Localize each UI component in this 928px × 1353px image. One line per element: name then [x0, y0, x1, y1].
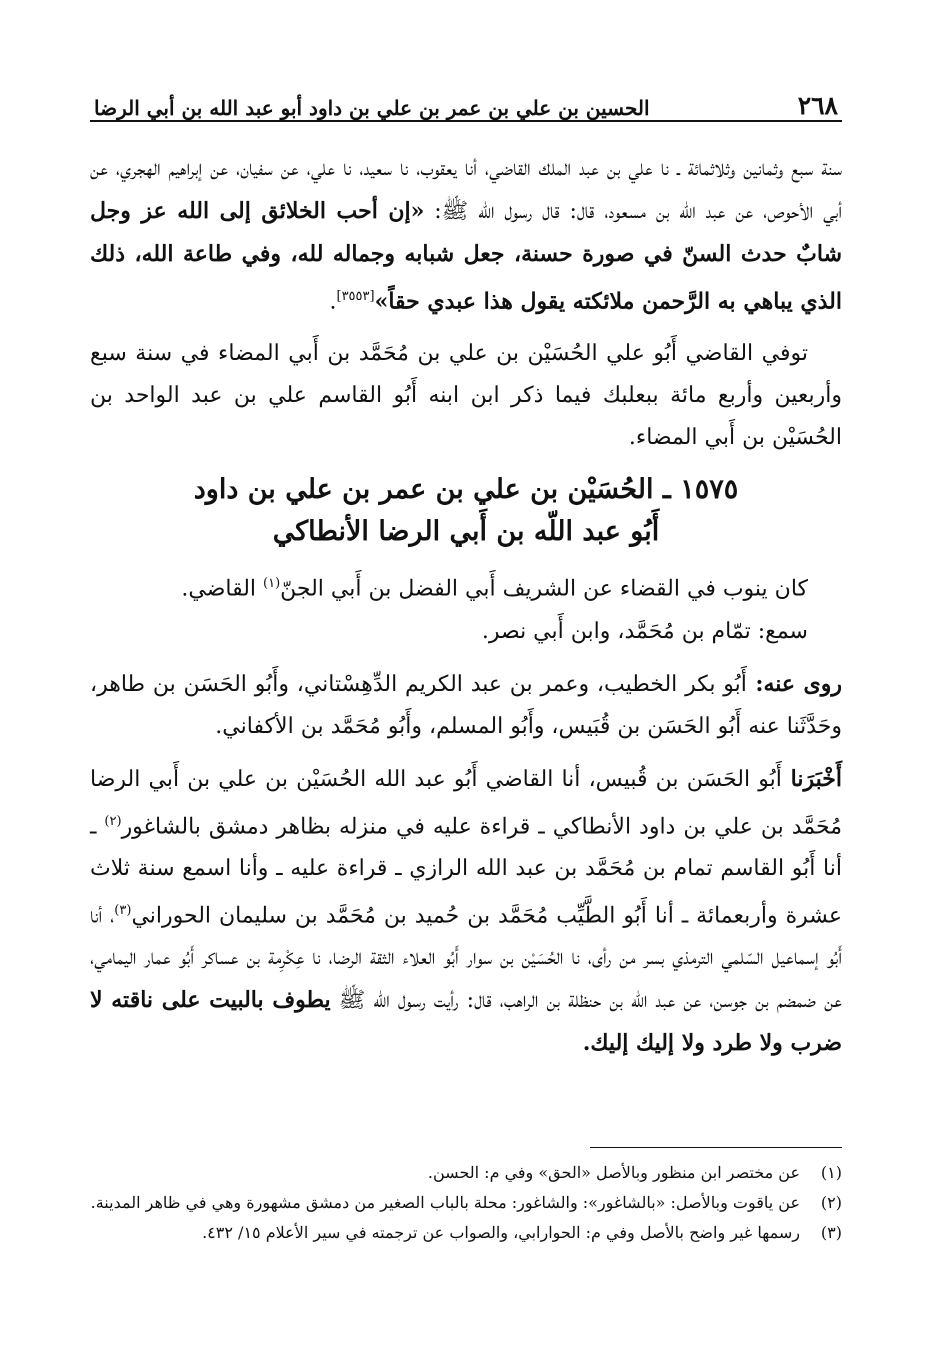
page-number: ٢٦٨ — [797, 91, 838, 120]
entry-line-teachers: سمع: تمّام بن مُحَمَّد، وابن أَبي نصر. — [481, 618, 808, 644]
office-text: كان ينوب في القضاء عن الشريف أَبي الفضل بن أَبي الجنّ — [280, 576, 808, 602]
main-text — [90, 148, 842, 1075]
paragraph-end: . — [329, 289, 337, 315]
isnad-part-2: ـ أنا أَبُو القاسم تمام بن مُحَمَّد بن عبد الله الرازي ـ قراءة عليه ـ وأنا اسمع سنة ثلاث عشرة وأربعمائة ـ أنا أَبُو الطَّيِّب مُحَمَّد بن حُميد بن مُحَمَّد بن سليمان الحوراني — [90, 813, 843, 929]
isnad-part-1: أَبُو الحَسَن بن قُبيس، أنا القاضي أَبُو عبد الله الحُسَيْن بن علي بن أَبي الرضا مُحَمَّد بن علي بن داود الأنطاكي ـ قراءة عليه في منزله بظاهر دمشق بالشاغور — [90, 766, 842, 839]
footnote-2 — [90, 1190, 842, 1216]
entry-heading-line-1: ١٥٧٥ ـ الحُسَيْن بن علي بن عمر بن علي بن داود — [193, 474, 739, 506]
footnote-ref-3: (٣) — [114, 902, 132, 918]
footnote-ref-1: (١) — [263, 576, 281, 592]
hadith-end-text: يطوف بالبيت على ناقته لا ضرب ولا طرد ولا إليك إليك. — [90, 987, 842, 1057]
isnad-text: سنة سبع وثمانين وثلاثمائة ـ نا علي بن عبد الملك القاضي، أنا يعقوب، نا سعيد، نا علي، عن سفيان، عن إبراهيم الهجري، عن أبي الأحوص، عن عبد الله بن مسعود، قال: قال رسول الله ﷺ: — [90, 156, 843, 224]
office-text-end: القاضي. — [181, 576, 264, 602]
isnad-part-3: ، أنا أَبُو إسماعيل السّلمي الترمذي بسر من رأى، نا الحُسَيْن بن سوار أَبُو العلاء الثقة الرضا، نا عِكْرِمة بن عساكر أَبُو عمار اليمامي، عن ضمضم بن جوسن، عن عبد الله بن حنظلة بن الراهب، قال: رأيت رسول الله ﷺ — [90, 903, 843, 1014]
page-header — [90, 86, 842, 122]
paragraph-hadith — [90, 148, 842, 323]
entry-line-office — [90, 563, 842, 610]
footnote-divider — [590, 1147, 842, 1148]
footnotes — [90, 1160, 842, 1250]
hadith-reference-number: [٣٥٥٣] — [336, 289, 375, 304]
footnote-number: (٣) — [820, 1223, 842, 1242]
narrators-label: روى عنه: — [746, 670, 842, 697]
entry-heading-line-2: أَبُو عبد اللّه بن أَبي الرضا الأنطاكي — [272, 516, 660, 548]
footnote-number: (٢) — [820, 1193, 842, 1212]
hadith-text: «إن أحب الخلائق إلى الله عز وجل شابٌ حدث السنّ في صورة حسنة، جعل شبابه وجماله لله، وفي طاعة الله، ذلك الذي يباهي به الرَّحمن ملائكته يقول هذا عبدي حقاً» — [90, 198, 842, 315]
paragraph-death-note: توفي القاضي أَبُو علي الحُسَيْن بن علي بن مُحَمَّد بن أَبي المضاء في سنة سبع وأربعين وأربع مائة ببعلبك فيما ذكر ابن ابنه أَبُو القاسم علي بن عبد الواحد بن الحُسَيْن بن أَبي المضاء. — [90, 341, 842, 451]
entry-narrators — [90, 663, 842, 748]
footnote-text: عن مختصر ابن منظور وبالأصل «الحق» وفي م: الحسن. — [427, 1163, 800, 1182]
running-title: الحسين بن علي بن عمر بن علي بن داود أبو عبد الله بن أبي الرضا — [94, 96, 650, 120]
footnote-3 — [90, 1220, 842, 1246]
footnote-text: رسمها غير واضح بالأصل وفي م: الحوارابي، والصواب عن ترجمته في سير الأعلام ١٥/ ٤٣٢. — [202, 1223, 800, 1242]
footnote-text: عن ياقوت وبالأصل: «بالشاغور»: والشاغور: محلة بالباب الصغير من دمشق مشهورة وهي في ظاهر المدينة. — [90, 1193, 800, 1212]
entry-heading — [90, 469, 842, 553]
footnote-1 — [90, 1160, 842, 1186]
footnote-ref-2: (٢) — [104, 813, 122, 829]
entry-isnad — [90, 758, 842, 1066]
narrators-text: أَبُو بكر الخطيب، وعمر بن عبد الكريم الدِّهِسْتاني، وأَبُو الحَسَن بن طاهر، وحَدَّثَنا عنه أَبُو الحَسَن بن قُبَيس، وأَبُو المسلم، وأَبُو مُحَمَّد بن الأكفاني. — [90, 671, 842, 739]
footnote-number: (١) — [820, 1163, 842, 1182]
akhbarana-label: أَخْبَرَنا — [781, 765, 842, 792]
